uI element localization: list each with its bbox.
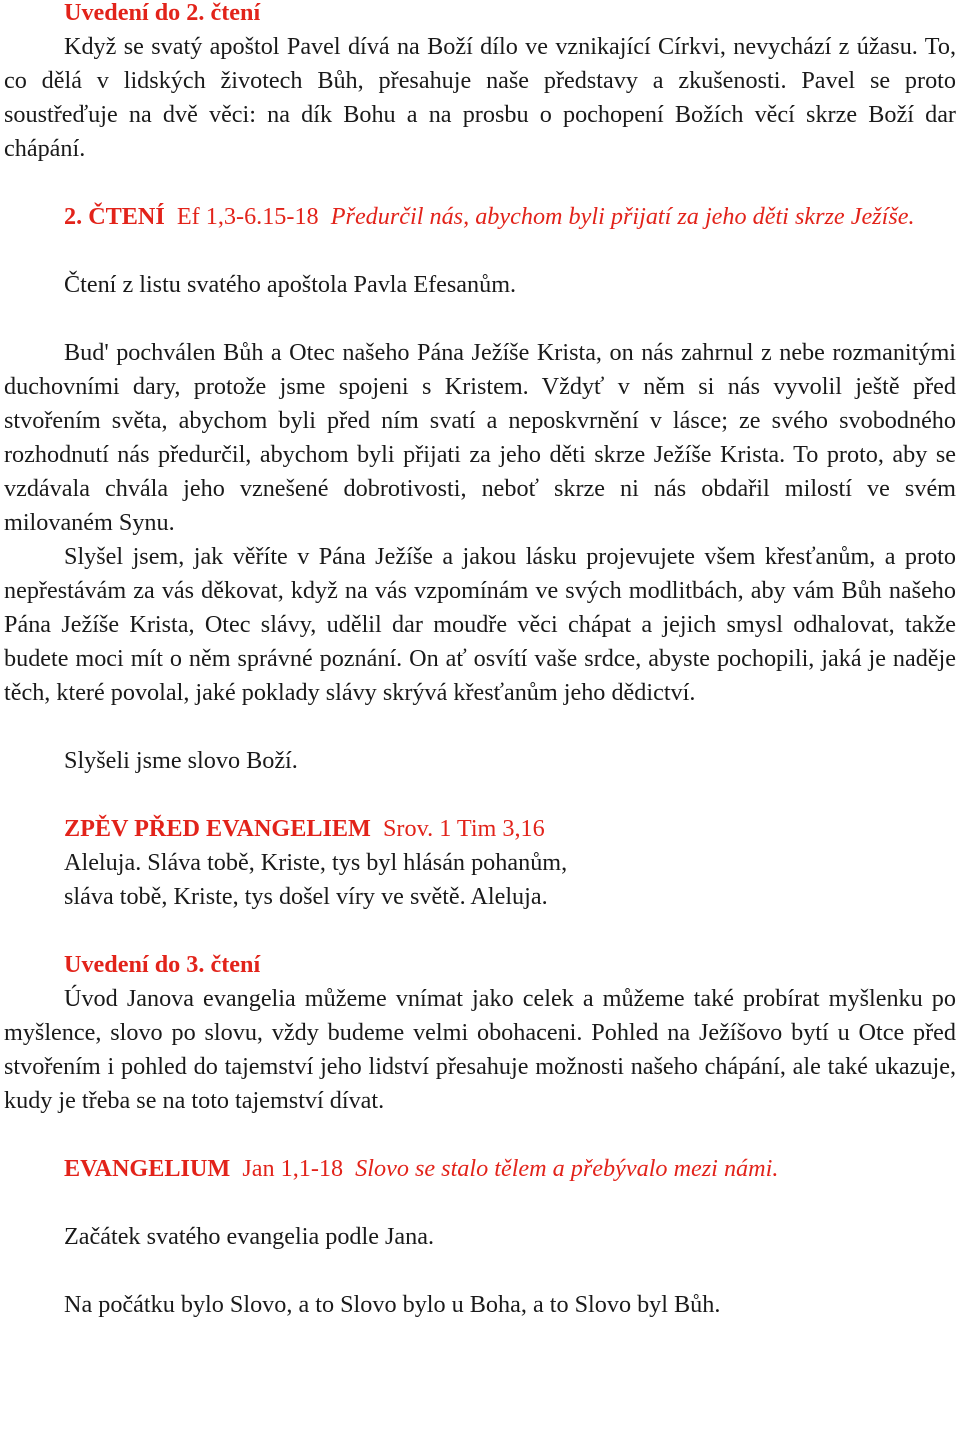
reading2-reference: Ef 1,3-6.15-18 [176,203,319,230]
acclamation-reference: Srov. 1 Tim 3,16 [382,815,545,842]
reading2-heading-line [4,200,956,234]
reading2-paragraph-1: Bud' pochválen Bůh a Otec našeho Pána Ježíše Krista, on nás zahrnul z nebe rozmanitými duchovními dary, protože jsme spojeni s Kristem. Vždyť v něm si nás vyvolil ještě před stvořením světa, abychom byli před ním svatí a neposkvrnění v lásce; ze svého svobodného rozhodnutí nás předurčil, abychom byli přijati za jeho děti skrze Ježíše Krista. To proto, aby se vzdávala chvála jeho vznešené dobrotivosti, neboť skrze ni nás obdařil milostí ve svém milovaném Synu. [4,339,956,536]
intro2-heading: Uvedení do 2. čtení [64,0,261,26]
intro3-heading: Uvedení do 3. čtení [64,951,261,978]
gospel-line-1: Na počátku bylo Slovo, a to Slovo bylo u Boha, a to Slovo byl Bůh. [64,1291,721,1318]
reading2-paragraph-2: Slyšel jsem, jak věříte v Pána Ježíše a jakou lásku projevujete všem křesťanům, a proto nepřestávám za vás děkovat, když na vás vzpomínám ve svých modlitbách, aby vám Bůh našeho Pána Ježíše Krista, Otec slávy, udělil dar moudře věci chápat a jejich smysl odhalovat, takže budete moci mít o něm správné poznání. On ať osvítí vaše srdce, abyste pochopili, jaká je naděje těch, které povolal, jaké poklady slávy skrývá křesťanům jeho dědictví. [4,543,956,706]
acclamation-heading-line [4,812,956,846]
reading2-closing: Slyšeli jsme slovo Boží. [64,747,298,774]
reading2-motto: Předurčil nás, abychom byli přijatí za jeho děti skrze Ježíše. [330,203,915,230]
gospel-motto: Slovo se stalo tělem a přebývalo mezi námi. [355,1155,779,1182]
intro3-text: Úvod Janova evangelia můžeme vnímat jako celek a můžeme také probírat myšlenku po myšlence, slovo po slovu, vždy budeme velmi obohaceni. Pohled na Ježíšovo bytí u Otce před stvořením i pohled do tajemství jeho lidství přesahuje možnosti našeho chápání, ale také ukazuje, kudy je třeba se na toto tajemství dívat. [4,985,956,1114]
intro2-text: Když se svatý apoštol Pavel dívá na Boží dílo ve vznikající Církvi, nevychází z úžasu. To, co dělá v lidských životech Bůh, přesahuje naše představy a zkušenosti. Pavel se proto soustřeďuje na dvě věci: na dík Bohu a na prosbu o pochopení Božích věcí skrze Boží dar chápání. [4,33,956,162]
reading2-source: Čtení z listu svatého apoštola Pavla Efesanům. [64,271,517,298]
reading2-label: 2. ČTENÍ [64,203,165,230]
gospel-heading-line [4,1152,956,1186]
gospel-source: Začátek svatého evangelia podle Jana. [64,1223,435,1250]
acclamation-line-2: sláva tobě, Kriste, tys došel víry ve světě. Aleluja. [64,883,548,910]
gospel-label: EVANGELIUM [64,1155,231,1182]
acclamation-label: ZPĚV PŘED EVANGELIEM [64,815,371,842]
gospel-reference: Jan 1,1-18 [242,1155,344,1182]
acclamation-line-1: Aleluja. Sláva tobě, Kriste, tys byl hlásán pohanům, [64,849,568,876]
